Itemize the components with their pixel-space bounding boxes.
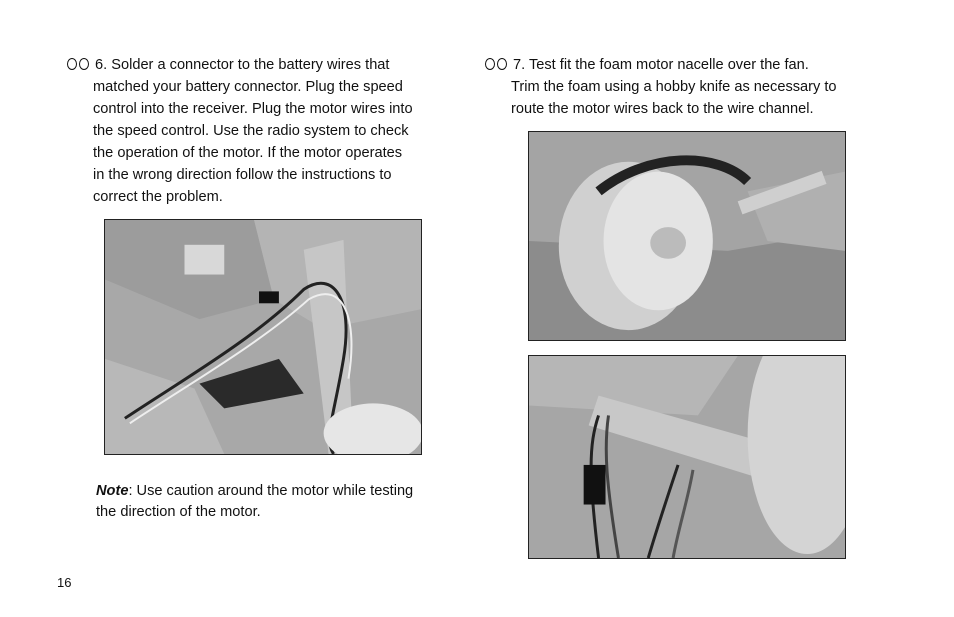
page-number: 16 bbox=[57, 575, 72, 590]
step-6-text: Solder a connector to the battery wires that bbox=[111, 57, 390, 73]
step-7-text: Test fit the foam motor nacelle over the fan. bbox=[528, 57, 809, 73]
photo-speed-control-wiring bbox=[104, 219, 422, 455]
step-7-first-line bbox=[485, 54, 875, 76]
note-text: : Use caution around the motor while testing the direction of the motor. bbox=[96, 483, 414, 520]
checkbox-icon[interactable] bbox=[79, 58, 89, 70]
photo-wire-channel bbox=[528, 355, 846, 559]
step-7-number: 7. bbox=[513, 57, 526, 73]
step-6-first-line bbox=[67, 54, 447, 76]
step-7 bbox=[485, 54, 875, 120]
step-7-continuation: Trim the foam using a hobby knife as necessary to route the motor wires back to the wire channel. bbox=[511, 79, 837, 117]
photo-motor-nacelle-fit bbox=[528, 131, 846, 341]
step-6-continuation: matched your battery connector. Plug the speed control into the receiver. Plug the motor wires into the speed control. Use the radio system to check the operation of the motor. If the motor operates in the wrong direction follow the instructions to correct the problem. bbox=[93, 79, 413, 205]
checkbox-icon[interactable] bbox=[485, 58, 495, 70]
note bbox=[96, 481, 416, 523]
note-label: Note bbox=[96, 483, 129, 499]
checkbox-icon[interactable] bbox=[497, 58, 507, 70]
step-6 bbox=[67, 54, 447, 208]
step-6-number: 6. bbox=[95, 57, 108, 73]
checkboxes[interactable] bbox=[485, 57, 509, 73]
checkboxes[interactable] bbox=[67, 57, 91, 73]
checkbox-icon[interactable] bbox=[67, 58, 77, 70]
